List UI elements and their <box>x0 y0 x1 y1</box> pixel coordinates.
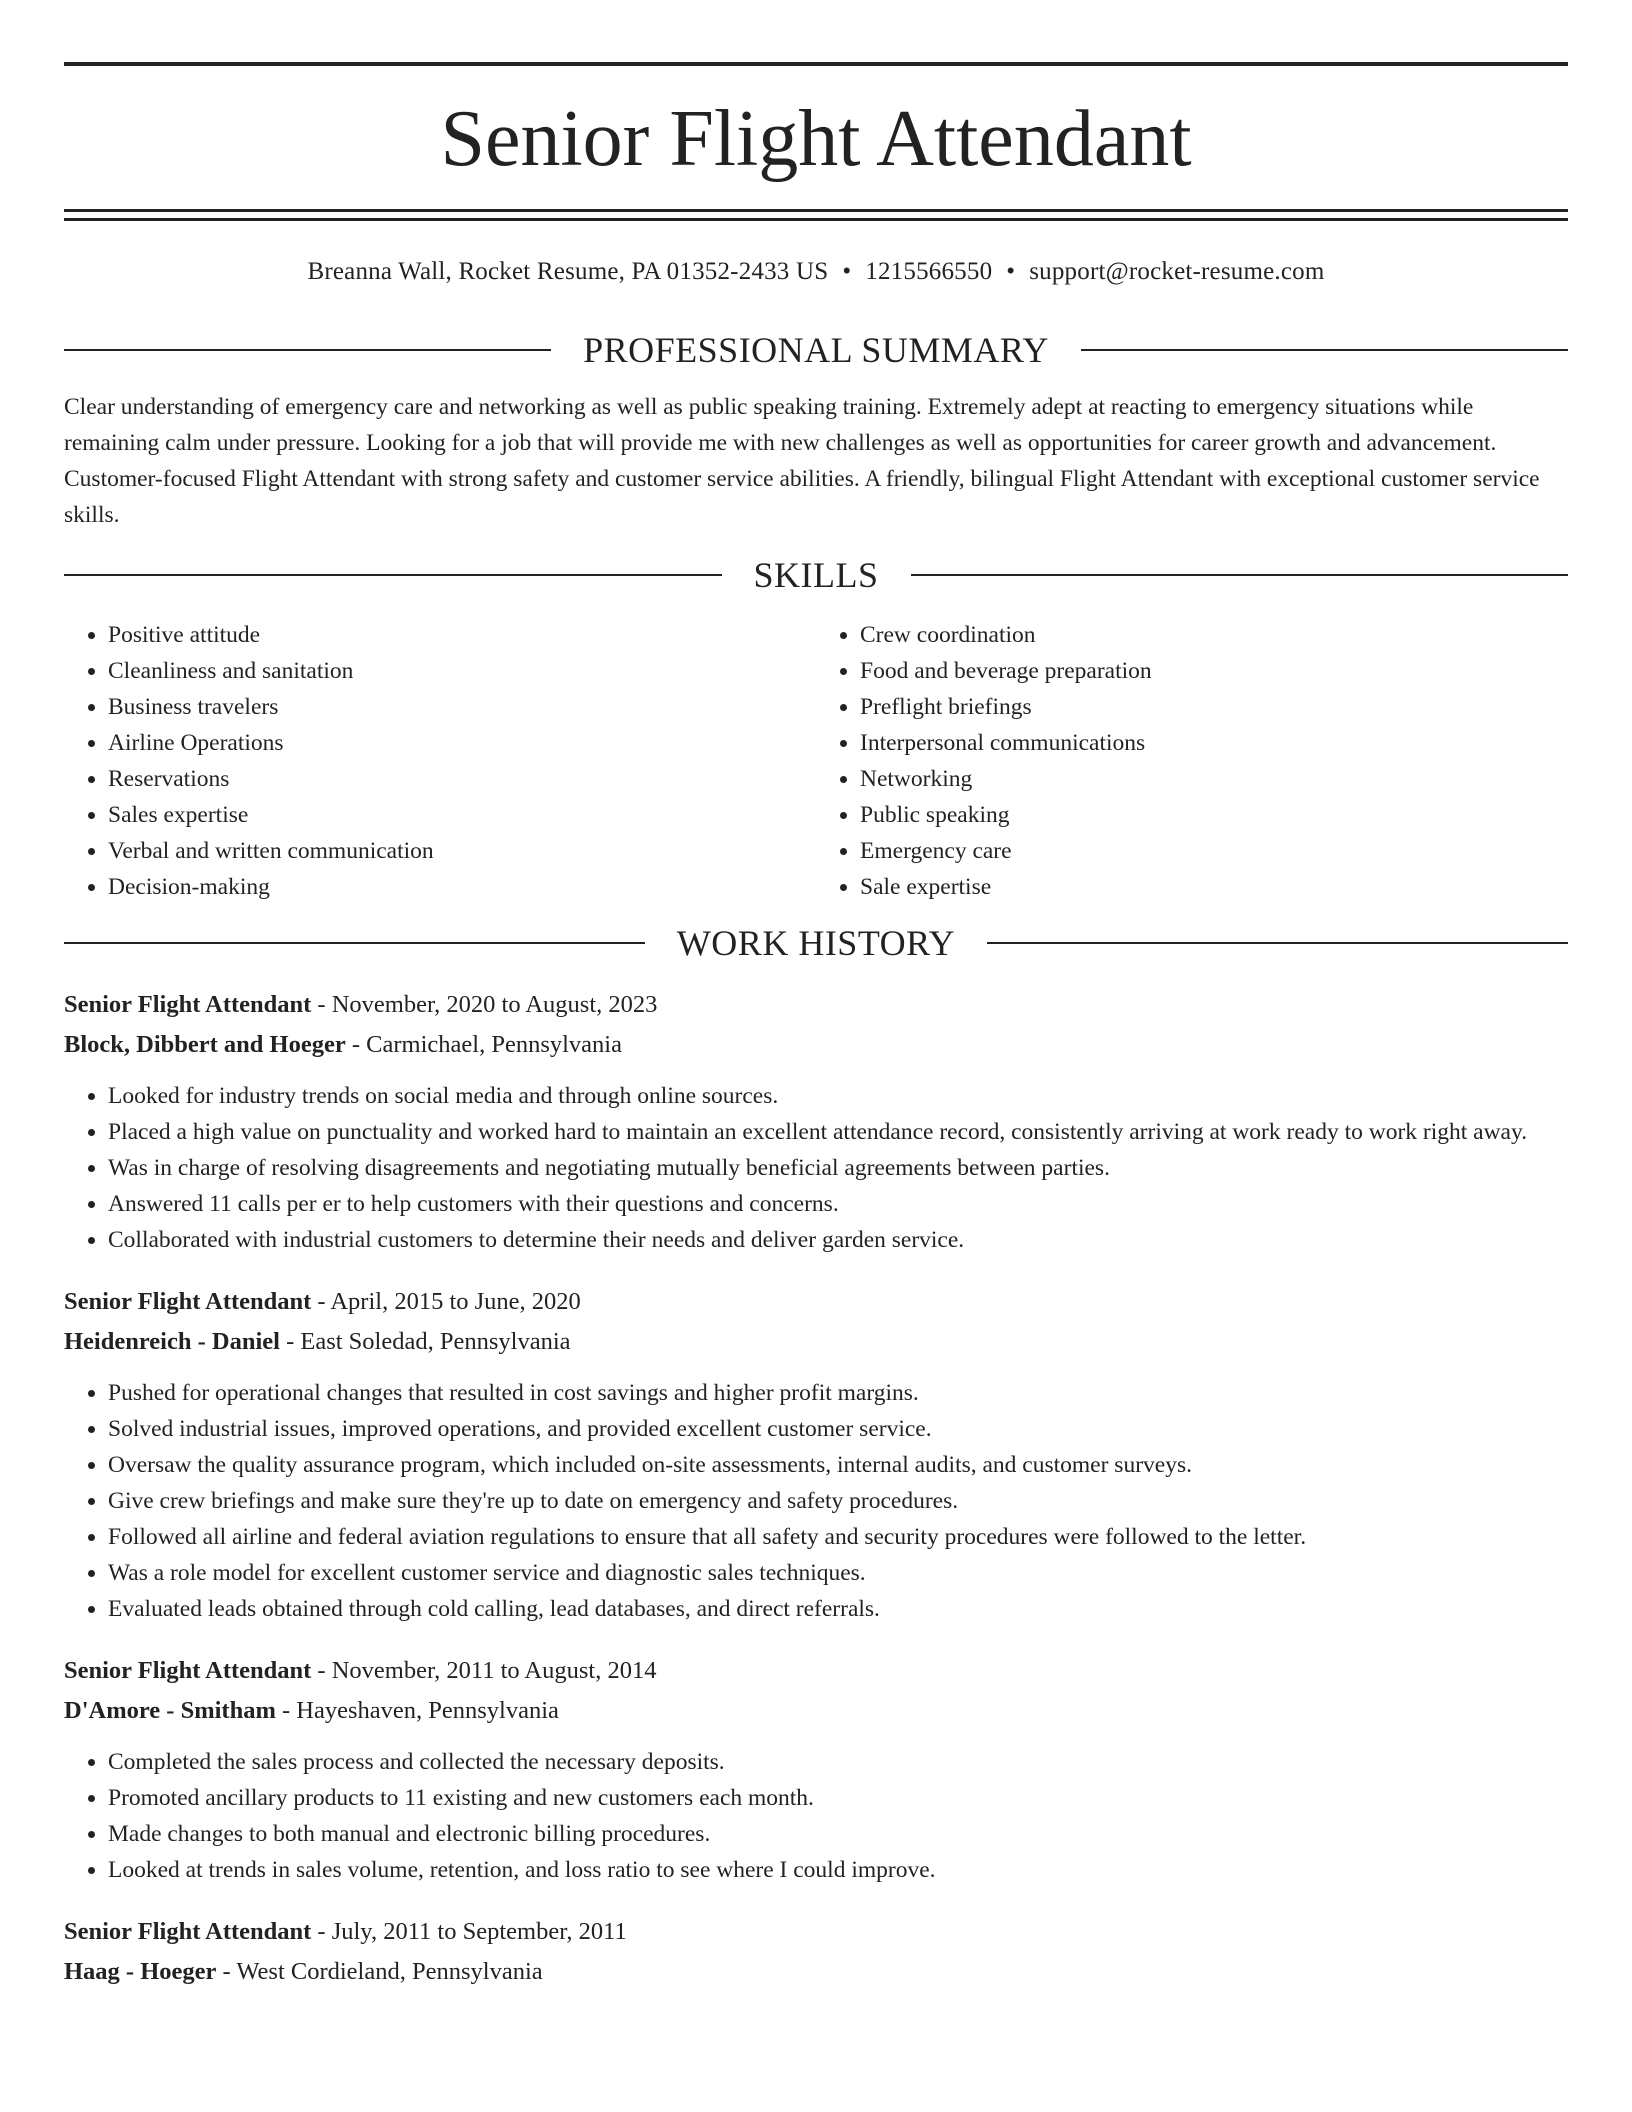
job-bullet: • Looked at trends in sales volume, retention, and loss ratio to see where I could improve. <box>108 1852 1568 1888</box>
job-entry <box>64 985 1568 1258</box>
job-title-line <box>64 1651 1568 1691</box>
job-bullet: • Completed the sales process and collected the necessary deposits. <box>108 1744 1568 1780</box>
skill-item: • Interpersonal communications <box>860 725 1568 761</box>
skill-item: • Sale expertise <box>860 869 1568 905</box>
skills-list-left <box>64 617 816 905</box>
top-rule <box>64 62 1568 66</box>
skill-item: • Public speaking <box>860 797 1568 833</box>
job-dates: - November, 2020 to August, 2023 <box>311 991 658 1018</box>
job-bullets <box>64 1744 1568 1888</box>
job-location: - Hayeshaven, Pennsylvania <box>275 1697 559 1724</box>
job-bullet: • Evaluated leads obtained through cold calling, lead databases, and direct referrals. <box>108 1591 1568 1627</box>
job-company-line <box>64 1691 1568 1731</box>
skill-item: • Decision-making <box>108 869 816 905</box>
job-company: Heidenreich - Daniel <box>64 1328 280 1355</box>
job-entry <box>64 1912 1568 1992</box>
job-bullet: • Made changes to both manual and electronic billing procedures. <box>108 1816 1568 1852</box>
heading-rule <box>64 349 551 351</box>
work-history-heading <box>64 925 1568 961</box>
skill-item: • Networking <box>860 761 1568 797</box>
summary-text: Clear understanding of emergency care and networking as well as public speaking training. Extremely adept at reacting to emergency situations while remaining calm under pressure. Looking for a job that will provide me with new challenges as well as opportunities for career growth and advancement. Customer-focused Flight Attendant with strong safety and customer service abilities. A friendly, bilingual Flight Attendant with exceptional customer service skills. <box>64 394 1540 528</box>
job-bullet: • Oversaw the quality assurance program, which included on-site assessments, internal audits, and customer surveys. <box>108 1447 1568 1483</box>
job-entry <box>64 1282 1568 1627</box>
job-dates: - November, 2011 to August, 2014 <box>311 1657 657 1684</box>
job-bullet: • Placed a high value on punctuality and worked hard to maintain an excellent attendance record, consistently arriving at work ready to work right away. <box>108 1114 1568 1150</box>
contact-separator: • <box>1006 258 1016 285</box>
job-company: D'Amore - Smitham <box>64 1697 276 1724</box>
contact-separator: • <box>842 258 852 285</box>
skills-heading <box>64 557 1568 593</box>
skill-item: • Cleanliness and sanitation <box>108 653 816 689</box>
job-location: - East Soledad, Pennsylvania <box>279 1328 571 1355</box>
skill-item: • Verbal and written communication <box>108 833 816 869</box>
job-entry <box>64 1651 1568 1888</box>
heading-rule <box>987 942 1568 944</box>
contact-line <box>64 259 1568 284</box>
job-bullet: • Pushed for operational changes that resulted in cost savings and higher profit margins. <box>108 1375 1568 1411</box>
heading-rule <box>911 574 1569 576</box>
skill-item: • Reservations <box>108 761 816 797</box>
title-rule-upper <box>64 209 1568 212</box>
job-title: Senior Flight Attendant <box>64 1918 312 1945</box>
job-dates: - April, 2015 to June, 2020 <box>311 1288 581 1315</box>
skills-columns <box>64 617 1568 905</box>
resume-page <box>64 0 1568 1992</box>
job-company: Haag - Hoeger <box>64 1958 217 1985</box>
skill-item: • Preflight briefings <box>860 689 1568 725</box>
job-bullets <box>64 1375 1568 1627</box>
job-title-line <box>64 985 1568 1025</box>
job-dates: - July, 2011 to September, 2011 <box>311 1918 627 1945</box>
heading-rule <box>64 942 645 944</box>
job-title-line <box>64 1912 1568 1952</box>
summary-heading <box>64 332 1568 368</box>
job-bullet: • Solved industrial issues, improved operations, and provided excellent customer service. <box>108 1411 1568 1447</box>
job-bullet: • Followed all airline and federal aviation regulations to ensure that all safety and security procedures were followed to the letter. <box>108 1519 1568 1555</box>
job-location: - West Cordieland, Pennsylvania <box>216 1958 543 1985</box>
title-rule-lower <box>64 218 1568 221</box>
heading-rule <box>1081 349 1568 351</box>
job-company-line <box>64 1025 1568 1065</box>
page-title: Senior Flight Attendant <box>440 95 1192 183</box>
job-company: Block, Dibbert and Hoeger <box>64 1031 346 1058</box>
skill-item: • Positive attitude <box>108 617 816 653</box>
job-bullet: • Was in charge of resolving disagreements and negotiating mutually beneficial agreements between parties. <box>108 1150 1568 1186</box>
contact-address: Breanna Wall, Rocket Resume, PA 01352-2433 US <box>307 258 829 285</box>
job-bullet: • Was a role model for excellent customer service and diagnostic sales techniques. <box>108 1555 1568 1591</box>
job-bullet: • Collaborated with industrial customers to determine their needs and deliver garden service. <box>108 1222 1568 1258</box>
skill-item: • Sales expertise <box>108 797 816 833</box>
job-bullet: • Promoted ancillary products to 11 existing and new customers each month. <box>108 1780 1568 1816</box>
skill-item: • Food and beverage preparation <box>860 653 1568 689</box>
work-history-heading-label: WORK HISTORY <box>676 923 956 963</box>
work-history-list <box>64 985 1568 1992</box>
skill-item: • Business travelers <box>108 689 816 725</box>
skill-item: • Airline Operations <box>108 725 816 761</box>
job-location: - Carmichael, Pennsylvania <box>345 1031 622 1058</box>
skill-item: • Emergency care <box>860 833 1568 869</box>
job-bullet: • Give crew briefings and make sure they're up to date on emergency and safety procedures. <box>108 1483 1568 1519</box>
summary-heading-label: PROFESSIONAL SUMMARY <box>583 330 1049 370</box>
job-title: Senior Flight Attendant <box>64 1288 312 1315</box>
job-bullets <box>64 1078 1568 1258</box>
job-title-line <box>64 1282 1568 1322</box>
heading-rule <box>64 574 722 576</box>
contact-phone: 1215566550 <box>865 258 993 285</box>
skills-heading-label: SKILLS <box>753 555 879 595</box>
job-title: Senior Flight Attendant <box>64 1657 312 1684</box>
job-bullet: • Looked for industry trends on social media and through online sources. <box>108 1078 1568 1114</box>
job-bullet: • Answered 11 calls per er to help customers with their questions and concerns. <box>108 1186 1568 1222</box>
contact-email: support@rocket-resume.com <box>1029 258 1325 285</box>
job-company-line <box>64 1952 1568 1992</box>
job-title: Senior Flight Attendant <box>64 991 312 1018</box>
job-company-line <box>64 1322 1568 1362</box>
skills-list-right <box>816 617 1568 905</box>
skill-item: • Crew coordination <box>860 617 1568 653</box>
